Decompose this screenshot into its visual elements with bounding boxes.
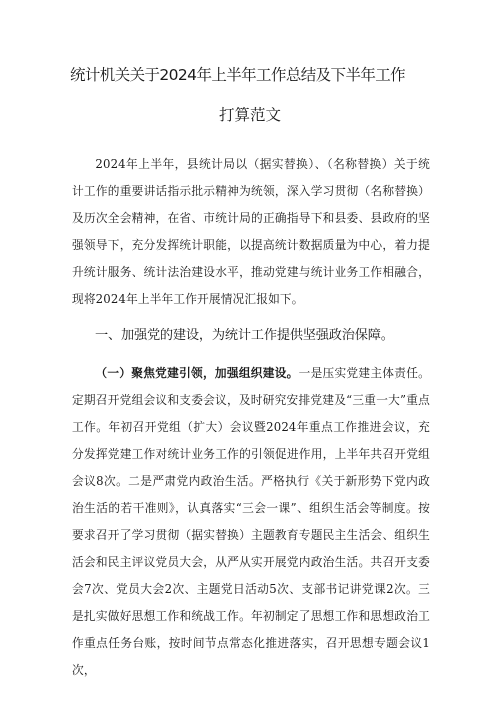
section1-subsection-lead: （一）聚焦党建引领，加强组织建设。 [95,366,299,380]
section1-subsection-paragraph [72,360,430,684]
section1-heading: 一、加强党的建设，为统计工作提供坚强政治保障。 [95,328,394,343]
document-title-line2: 打算范文 [218,106,281,124]
section1-subsection-body: 一是压实党建主体责任。定期召开党组会议和支委会议，及时研究安排党建及“三重一大”重点工作。年初召开党组（扩大）会议暨2024年重点工作推进会议，充分发挥党建工作对统计业务工作的引领促进作用，上半年共召开党组会议8次。二是严肃党内政治生活。严格执行《关于新形势下党内政治生活的若干准则》，认真落实“三会一课”、组织生活会等制度。按要求召开了学习贯彻（据实替换）主题教育专题民主生活会、组织生活会和民主评议党员大会，从严从实开展党内政治生活。共召开支委会7次、党员大会2次、主题党日活动5次、支部书记讲党课2次。三是扎实做好思想工作和统战工作。年初制定了思想工作和思想政治工作重点任务台账，按时间节点常态化推进落实，召开思想专题会议1次， [72,366,430,677]
intro-paragraph: 2024年上半年，县统计局以（据实替换）、（名称替换）关于统计工作的重要讲话指示批示精神为统领，深入学习贯彻（名称替换）及历次全会精神，在省、市统计局的正确指导下和县委、县政府的坚强领导下，充分发挥统计职能，以提高统计数据质量为中心，着力提升统计服务、统计法治建设水平，推动党建与统计业务工作相融合，现将2024年上半年工作开展情况汇报如下。 [72,157,430,306]
document-title-line1: 统计机关关于2024年上半年工作总结及下半年工作 [70,66,406,84]
